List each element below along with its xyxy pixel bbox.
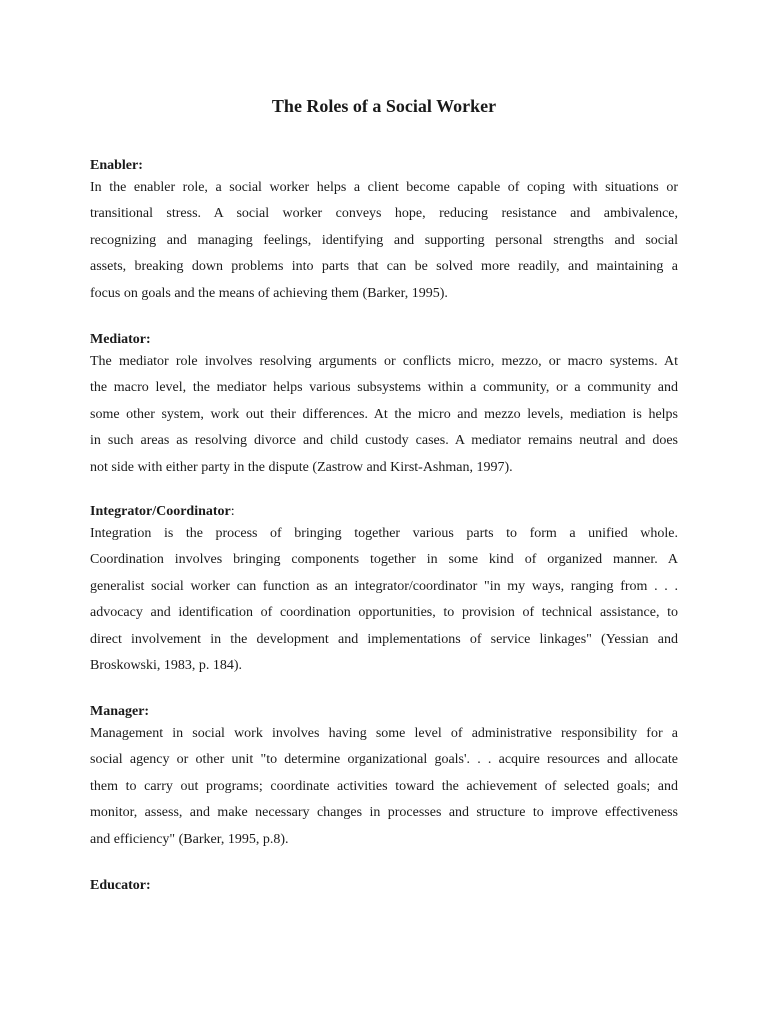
section-mediator	[90, 331, 678, 481]
section-heading-integrator-coordinator	[90, 503, 678, 521]
paragraph-line: assets, breaking down problems into parts that can be solved more readily, and maintaining a	[90, 259, 678, 275]
paragraph-line: Integration is the process of bringing together various parts to form a unified whole.	[90, 526, 678, 541]
document-title: The Roles of a Social Worker	[271, 96, 497, 116]
paragraph-line: generalist social worker can function as an integrator/coordinator "in my ways, ranging from . . .	[90, 578, 678, 594]
section-body-mediator	[90, 349, 678, 481]
section-heading-mediator: Mediator:	[90, 332, 151, 347]
paragraph-line: advocacy and identification of coordination opportunities, to provision of technical assistance, to	[90, 605, 678, 621]
paragraph-line: in such areas as resolving divorce and child custody cases. A mediator remains neutral and does	[90, 433, 678, 449]
paragraph-line: monitor, assess, and make necessary changes in processes and structure to improve effectiveness	[90, 805, 678, 821]
paragraph-line: social agency or other unit "to determine organizational goals'. . . acquire resources and allocate	[90, 752, 678, 768]
paragraph-line: recognizing and managing feelings, identifying and supporting personal strengths and social	[90, 232, 678, 248]
section-educator	[90, 877, 678, 895]
section-integrator-coordinator	[90, 503, 678, 679]
section-heading-manager: Manager:	[90, 704, 150, 719]
section-heading-colon: :	[230, 504, 235, 519]
section-enabler	[90, 157, 678, 307]
paragraph-line: not side with either party in the dispute (Zastrow and Kirst-Ashman, 1997).	[90, 459, 513, 475]
paragraph-line: them to carry out programs; coordinate activities toward the achievement of selected goals; and	[90, 778, 678, 794]
paragraph-line: the macro level, the mediator helps various subsystems within a community, or a community and	[90, 380, 678, 396]
section-heading-enabler: Enabler:	[90, 158, 143, 173]
section-body-manager	[90, 721, 678, 853]
section-heading-educator: Educator:	[90, 878, 151, 893]
paragraph-line: and efficiency" (Barker, 1995, p.8).	[90, 831, 289, 847]
paragraph-line: In the enabler role, a social worker helps a client become capable of coping with situations or	[90, 180, 678, 195]
paragraph-line: transitional stress. A social worker conveys hope, reducing resistance and ambivalence,	[90, 206, 678, 222]
paragraph-line: Coordination involves bringing components together in some kind of organized manner. A	[90, 552, 678, 568]
paragraph-line: direct involvement in the development and implementations of service linkages" (Yessian and	[90, 631, 678, 647]
paragraph-line: some other system, work out their differences. At the micro and mezzo levels, mediation is helps	[90, 406, 678, 422]
section-body-integrator-coordinator	[90, 521, 678, 679]
section-heading-text: Integrator/Coordinator	[90, 504, 231, 519]
paragraph-line: focus on goals and the means of achieving them (Barker, 1995).	[90, 285, 448, 301]
paragraph-line: Management in social work involves having some level of administrative responsibility for a	[90, 726, 678, 741]
paragraph-line: Broskowski, 1983, p. 184).	[90, 657, 243, 673]
paragraph-line: The mediator role involves resolving arguments or conflicts micro, mezzo, or macro systems. At	[90, 354, 678, 369]
section-manager	[90, 703, 678, 853]
section-body-enabler	[90, 175, 678, 307]
